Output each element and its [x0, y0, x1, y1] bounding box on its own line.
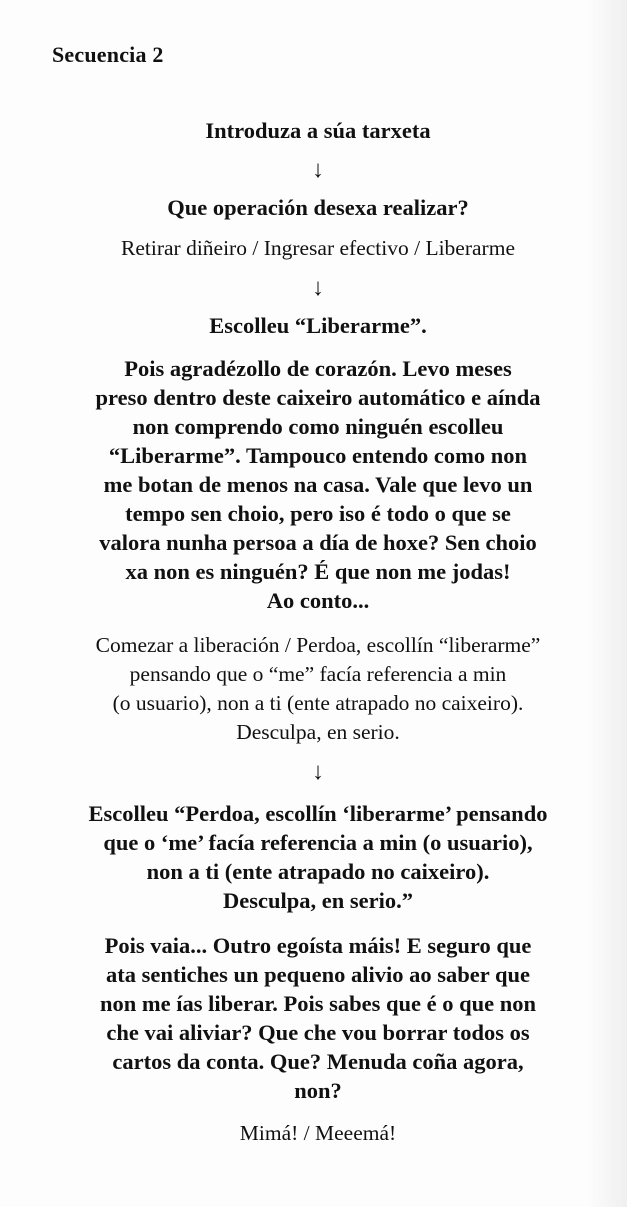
options-2: Comezar a liberación / Perdoa, escollín “liberarme” pensando que o “me” facía referencia a min (o usuario), non a ti (ente atrapado no caixeiro). Desculpa, en serio. [95, 633, 541, 744]
step-question: Que operación desexa realizar? [167, 195, 469, 220]
response-2: Pois vaia... Outro egoísta máis! E seguro que ata sentiches un pequeno alivio ao saber que non me ías liberar. Pois sabes que é o que non che vai aliviar? Que che vou borrar todos os cartos da conta. Que? Menuda coña agora, non? [99, 933, 537, 1103]
options-3: Mimá! / Meeemá! [239, 1121, 397, 1145]
down-arrow-icon: ↓ [312, 157, 324, 183]
options-1: Retirar diñeiro / Ingresar efectivo / Liberarme [121, 236, 515, 260]
down-arrow-icon: ↓ [312, 275, 324, 301]
section-title: Secuencia 2 [52, 42, 164, 67]
down-arrow-icon: ↓ [312, 759, 324, 785]
choice-2: Escolleu “Perdoa, escollín ‘liberarme’ pensando que o ‘me’ facía referencia a min (o usuario), non a ti (ente atrapado no caixeiro). Desculpa, en serio.” [88, 801, 548, 913]
choice-1: Escolleu “Liberarme”. [209, 313, 427, 338]
sequence-content [30, 116, 606, 1148]
response-1: Pois agradézollo de corazón. Levo meses preso dentro deste caixeiro automático e aínda non comprendo como ninguén escolleu “Liberarme”. Tampouco entendo como non me botan de menos na casa. Vale que levo un tempo sen choio, pero iso é todo o que se valora nunha persoa a día de hoxe? Sen choio xa non es ninguén? É que non me jodas! Ao conto... [95, 356, 541, 613]
step-insert-card: Introduza a súa tarxeta [205, 118, 431, 143]
